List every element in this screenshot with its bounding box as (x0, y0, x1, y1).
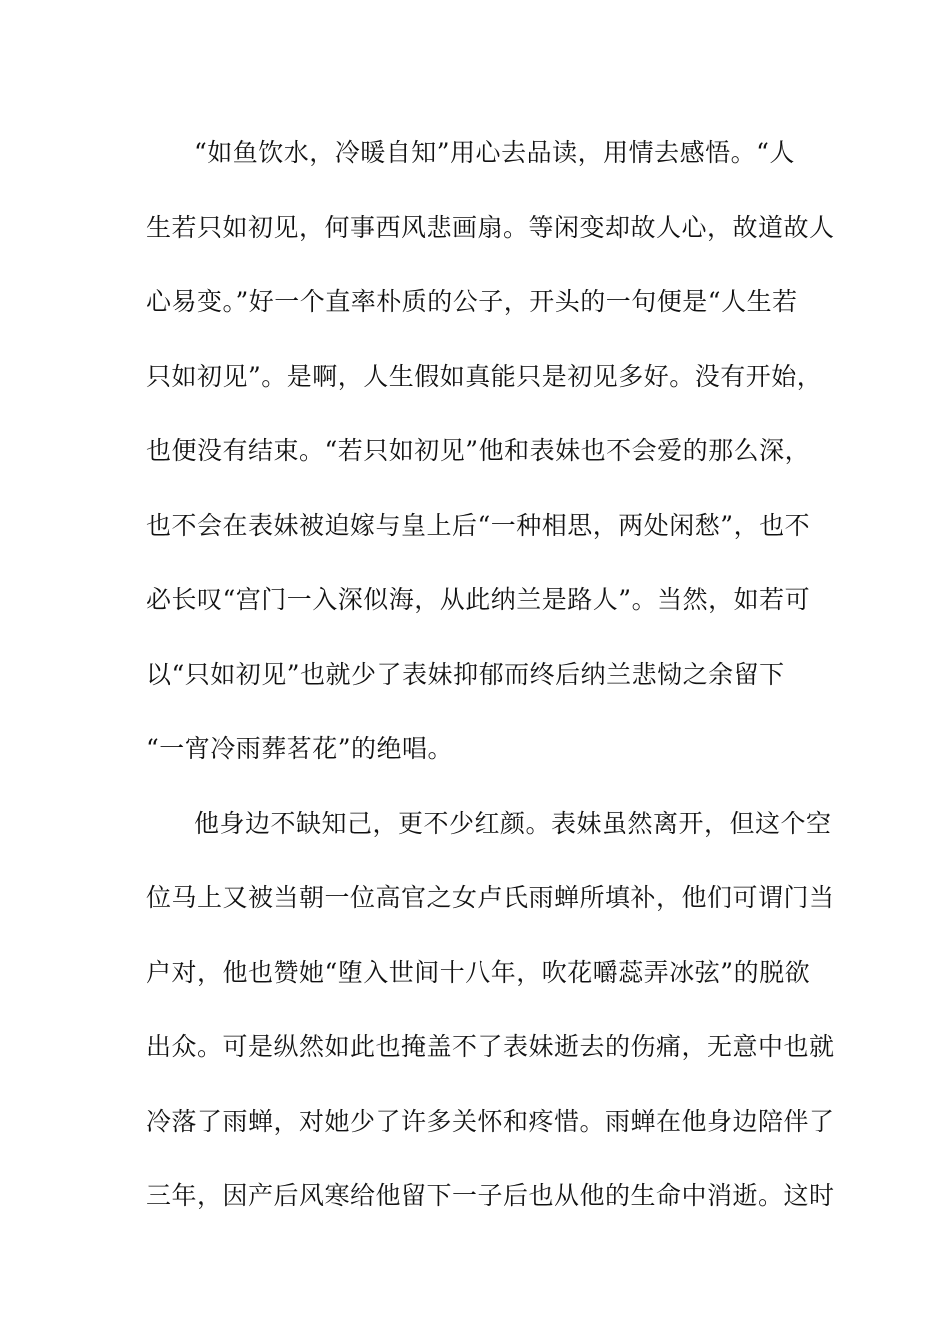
text-line: 出众。可是纵然如此也掩盖不了表妹逝去的伤痛，无意中也就 (146, 1032, 835, 1061)
text-line: 他身边不缺知己，更不少红颜。表妹虽然离开，但这个空 (194, 808, 832, 838)
body-text (146, 130, 835, 1248)
text-line: 位马上又被当朝一位高官之女卢氏雨蝉所填补，他们可谓门当 (146, 883, 835, 912)
text-line: 以“只如初见”也就少了表妹抑郁而终后纳兰悲恸之余留下 (146, 659, 785, 689)
text-line: 三年，因产后风寒给他留下一子后也从他的生命中消逝。这时 (146, 1181, 835, 1210)
text-line: 户对，他也赞她“堕入世间十八年，吹花嚼蕊弄冰弦”的脱欲 (146, 957, 811, 987)
text-line: 也不会在表妹被迫嫁与皇上后“一种相思，两处闲愁”，也不 (146, 510, 811, 540)
text-line: 生若只如初见，何事西风悲画扇。等闲变却故人心，故道故人 (146, 212, 835, 242)
text-line: 只如初见”。是啊，人生假如真能只是初见多好。没有开始， (146, 361, 823, 391)
text-line: 心易变。”好一个直率朴质的公子，开头的一句便是“人生若 (146, 287, 798, 316)
text-line: “如鱼饮水，冷暖自知”用心去品读，用情去感悟。“人 (194, 138, 795, 167)
text-line: 冷落了雨蝉，对她少了许多关怀和疼惜。雨蝉在他身边陪伴了 (146, 1106, 835, 1136)
text-line: “一宵冷雨葬茗花”的绝唱。 (146, 734, 454, 763)
text-line: 也便没有结束。“若只如初见”他和表妹也不会爱的那么深， (146, 436, 811, 465)
text-line: 必长叹“宫门一入深似海，从此纳兰是路人”。当然，如若可 (146, 585, 811, 614)
